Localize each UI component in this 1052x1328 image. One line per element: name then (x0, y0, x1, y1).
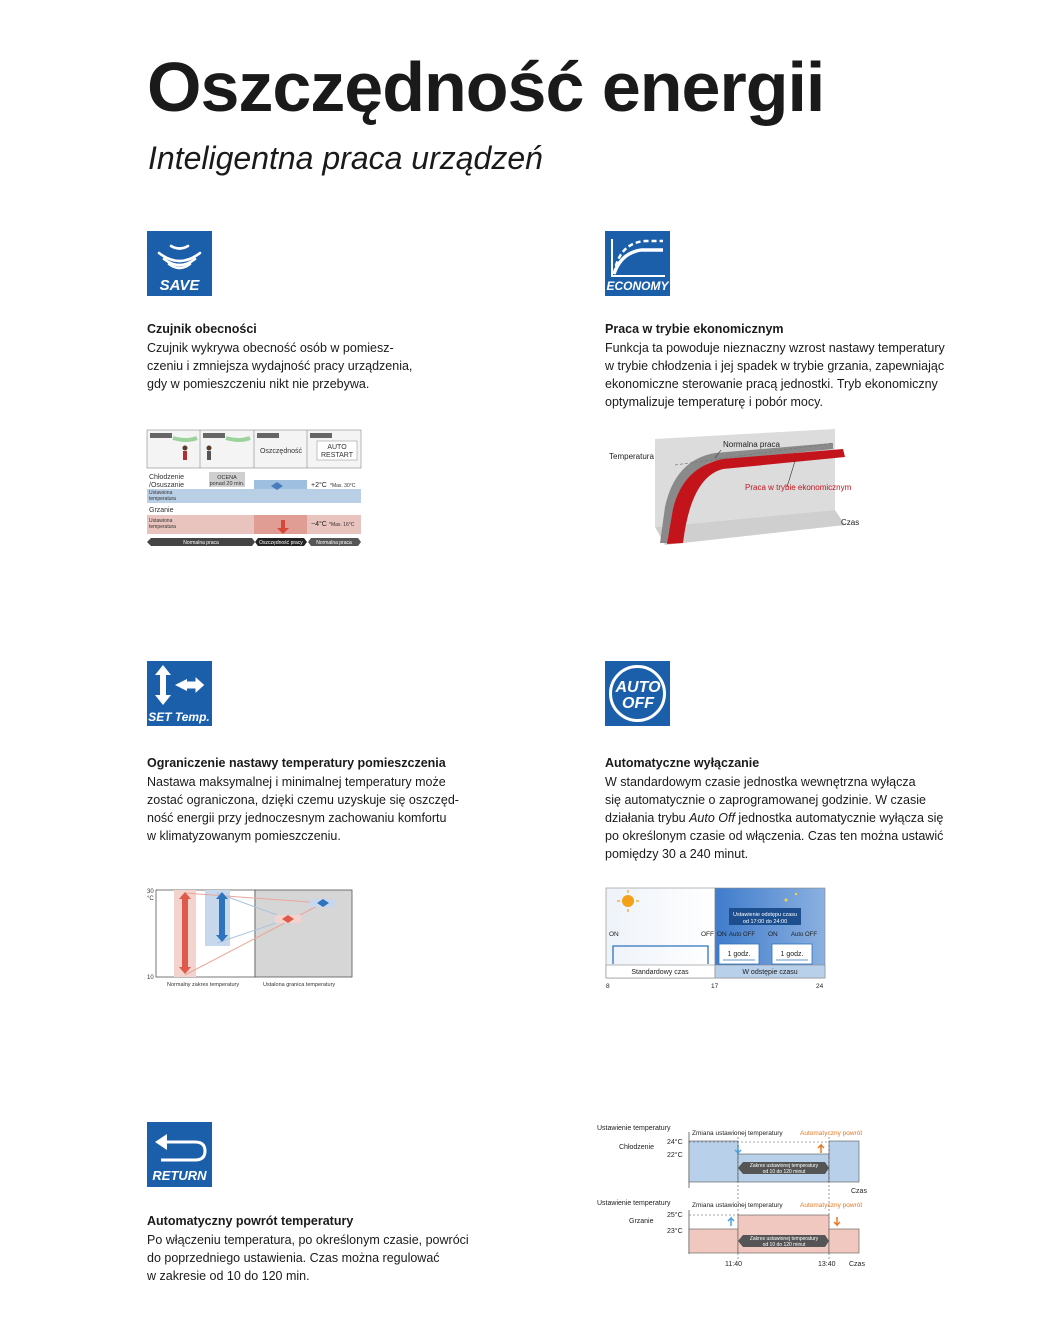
svg-text:Czas: Czas (841, 518, 860, 527)
svg-text:Zakres ustawionej temperatury: Zakres ustawionej temperatury (749, 1236, 819, 1242)
svg-text:Normalny zakres temperatury: Normalny zakres temperatury (167, 982, 240, 988)
svg-text:17: 17 (711, 983, 719, 990)
svg-text:SAVE: SAVE (159, 277, 200, 294)
svg-text:−4°C: −4°C (311, 521, 327, 528)
svg-text:OFF: OFF (622, 695, 654, 712)
auto-off-diagram (605, 886, 830, 1001)
svg-text:24°C: 24°C (667, 1139, 683, 1146)
autooff-text: W standardowym czasie jednostka wewnętrzna wyłącza się automatycznie o zaprogramowanej godzinie. W czasie działania trybu Auto Off jednostka automatycznie wyłącza się po określonym czasie od włączenia. Czas ten można ustawić pomiędzy 30 a 240 minut. (605, 775, 944, 861)
svg-text:ON: ON (768, 931, 778, 938)
save-title: Czujnik obecności (147, 322, 257, 336)
temperature-limit-diagram (145, 885, 360, 1000)
return-icon (147, 1122, 212, 1187)
svg-text:Oszczędność pracy: Oszczędność pracy (259, 540, 303, 546)
svg-text:AUTO: AUTO (327, 444, 347, 451)
svg-text:od 10 do 120 minut: od 10 do 120 minut (762, 1242, 806, 1248)
svg-text:Standardowy czas: Standardowy czas (631, 969, 689, 976)
svg-text:Temperatura: Temperatura (609, 452, 654, 461)
svg-text:*Max. 30°C: *Max. 30°C (330, 483, 356, 489)
save-icon (147, 231, 212, 296)
svg-text:Chłodzenie: Chłodzenie (619, 1144, 655, 1151)
svg-text:Ustawiona: Ustawiona (149, 518, 173, 524)
svg-text:11:40: 11:40 (725, 1261, 742, 1268)
svg-text:/Osuszanie: /Osuszanie (149, 482, 185, 489)
svg-text:Normalna praca: Normalna praca (316, 540, 352, 546)
svg-text:Auto OFF: Auto OFF (791, 932, 818, 938)
return-diagram (597, 1120, 887, 1277)
svg-text:22°C: 22°C (667, 1152, 683, 1159)
svg-text:10: 10 (147, 975, 154, 981)
svg-text:ON: ON (717, 931, 727, 938)
svg-text:Normalna praca: Normalna praca (183, 540, 219, 546)
economy-graph (605, 425, 860, 555)
svg-text:Ustawienie temperatury: Ustawienie temperatury (597, 1125, 671, 1132)
svg-text:+2°C: +2°C (311, 482, 327, 489)
svg-text:RESTART: RESTART (320, 452, 354, 459)
svg-text:Czas: Czas (849, 1261, 865, 1268)
svg-text:1 godz.: 1 godz. (727, 951, 751, 958)
svg-text:RETURN: RETURN (152, 1168, 207, 1183)
svg-text:Ustawienie odstępu czasu: Ustawienie odstępu czasu (733, 912, 797, 918)
svg-text:Zmiana ustawionej temperatury: Zmiana ustawionej temperatury (692, 1202, 783, 1209)
svg-text:Czas: Czas (851, 1188, 867, 1195)
save-text: Czujnik wykrywa obecność osób w pomiesz- czeniu i zmniejsza wydajność pracy urządzenia, gdy w pomieszczeniu nikt nie przebywa. (147, 341, 413, 391)
svg-text:Zmiana ustawionej temperatury: Zmiana ustawionej temperatury (692, 1130, 783, 1137)
page-subtitle: Inteligentna praca urządzeń (148, 140, 543, 176)
svg-text:Ustalona granica temperatury: Ustalona granica temperatury (263, 982, 336, 988)
svg-text:*Max. 16°C: *Max. 16°C (329, 522, 355, 528)
page-title: Oszczędność energii (147, 48, 825, 126)
settemp-text: Nastawa maksymalnej i minimalnej temperatury może zostać ograniczona, dzięki czemu uzyskuje się oszczęd- ność energii przy jednoczesnym zachowaniu komfortu w klimatyzowanym pomieszczeniu. (147, 775, 459, 843)
economy-icon (605, 231, 670, 296)
economy-title: Praca w trybie ekonomicznym (605, 322, 784, 336)
svg-text:temperatura: temperatura (149, 496, 176, 502)
economy-text: Funkcja ta powoduje nieznaczny wzrost nastawy temperatury w trybie chłodzenia i jej spadek w trybie grzania, zapewniając ekonomiczne sterowanie pracą jednostki. Tryb ekonomiczny optymalizuje temperaturę i pobór mocy. (605, 341, 945, 409)
presence-sensor-diagram (147, 430, 362, 553)
svg-text:ON: ON (609, 931, 619, 938)
svg-text:OFF: OFF (701, 931, 714, 938)
svg-text:ECONOMY: ECONOMY (606, 279, 669, 293)
svg-text:Auto OFF: Auto OFF (729, 932, 756, 938)
svg-text:temperatura: temperatura (149, 524, 176, 530)
svg-text:od 17:00 do 24:00: od 17:00 do 24:00 (742, 919, 788, 925)
autooff-title: Automatyczne wyłączanie (605, 756, 760, 770)
set-temp-icon (147, 661, 212, 726)
svg-text:W odstępie czasu: W odstępie czasu (742, 969, 798, 976)
svg-text:8: 8 (606, 983, 610, 990)
svg-text:13:40: 13:40 (818, 1261, 836, 1268)
svg-text:Praca w trybie ekonomicznym: Praca w trybie ekonomicznym (745, 483, 852, 492)
svg-text:ponad 20 min.: ponad 20 min. (209, 481, 245, 487)
svg-text:AUTO: AUTO (615, 679, 661, 696)
svg-text:°C: °C (147, 896, 154, 902)
svg-text:SET Temp.: SET Temp. (148, 710, 210, 724)
svg-text:Automatyczny powrót: Automatyczny powrót (800, 1130, 863, 1137)
svg-text:30: 30 (147, 889, 154, 895)
svg-text:Oszczędność: Oszczędność (259, 448, 303, 455)
return-title: Automatyczny powrót temperatury (147, 1214, 354, 1228)
svg-text:Ustawiona: Ustawiona (149, 490, 173, 496)
svg-text:23°C: 23°C (667, 1228, 683, 1235)
svg-text:Chłodzenie: Chłodzenie (149, 474, 185, 481)
svg-text:OCENA: OCENA (217, 475, 237, 481)
settemp-title: Ograniczenie nastawy temperatury pomieszczenia (147, 756, 446, 770)
svg-text:25°C: 25°C (667, 1212, 683, 1219)
svg-text:Grzanie: Grzanie (149, 507, 174, 514)
svg-text:Normalna praca: Normalna praca (723, 440, 780, 449)
svg-text:Automatyczny powrót: Automatyczny powrót (800, 1202, 863, 1209)
return-text: Po włączeniu temperatura, po określonym czasie, powróci do poprzedniego ustawienia. Czas można regulować w zakresie od 10 do 120 min. (147, 1233, 469, 1283)
svg-text:Zakres ustawionej temperatury: Zakres ustawionej temperatury (749, 1163, 819, 1169)
auto-off-icon (605, 661, 670, 726)
svg-text:Grzanie: Grzanie (629, 1218, 654, 1225)
svg-text:od 10 do 120 minut: od 10 do 120 minut (762, 1169, 806, 1175)
svg-text:Ustawienie temperatury: Ustawienie temperatury (597, 1200, 671, 1207)
svg-text:1 godz.: 1 godz. (780, 951, 804, 958)
svg-text:24: 24 (816, 983, 824, 990)
